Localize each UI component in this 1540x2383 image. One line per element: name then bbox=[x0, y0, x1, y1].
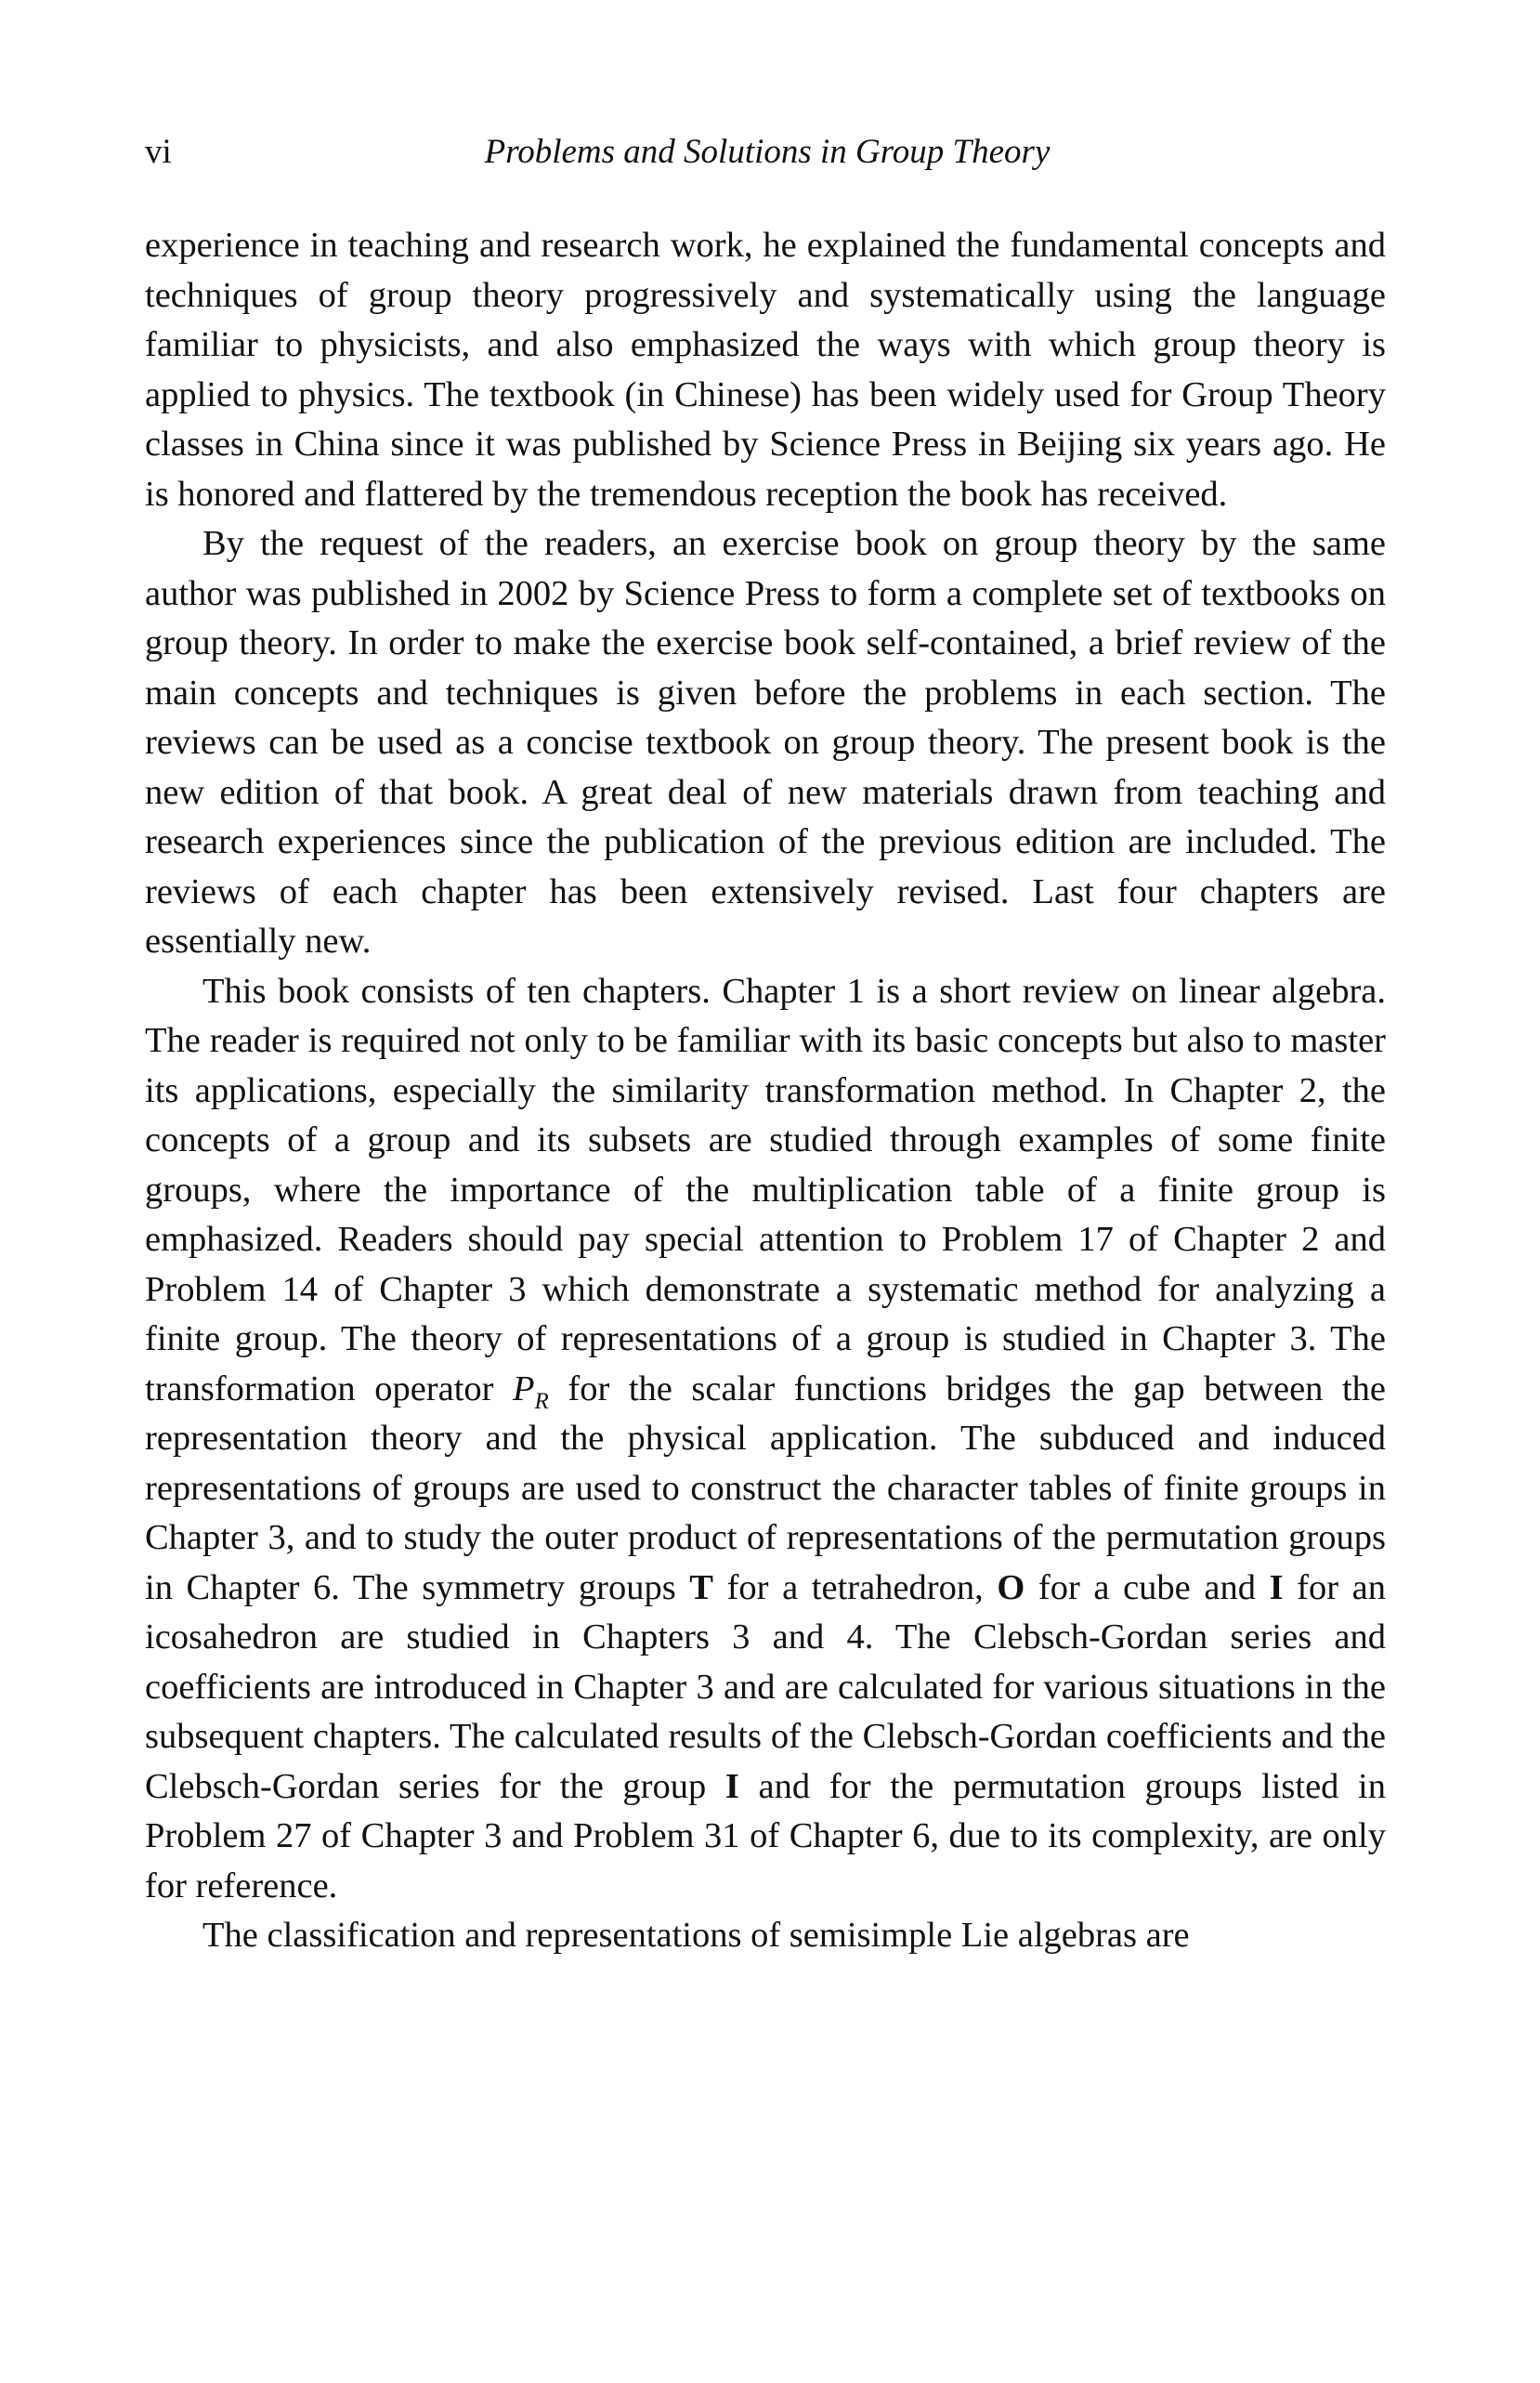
paragraph-text-segment: for an icosahedron are studied in Chapters 3 and 4. The Clebsch-Gordan series and coefficients are introduced in Chapter 3 and are calculated for various situations in the subsequent chapters. The calculated results of the Clebsch-Gordan coefficients and the Clebsch-Gordan series for the group bbox=[145, 1567, 1387, 1806]
group-symbol-i: I bbox=[724, 1766, 739, 1806]
running-title: Problems and Solutions in Group Theory bbox=[484, 133, 1051, 171]
transformation-operator-symbol: $P_R$ bbox=[513, 1368, 549, 1414]
paragraph-lie-algebras: The classification and representations of semisimple Lie algebras are bbox=[202, 1916, 1190, 1955]
paragraph-chapter-overview bbox=[145, 967, 1386, 1912]
running-head bbox=[145, 124, 1390, 180]
group-symbol-i: I bbox=[1269, 1567, 1284, 1607]
paragraph-text-segment: for a cube and bbox=[1024, 1567, 1270, 1607]
page-number: vi bbox=[145, 133, 172, 171]
body-text bbox=[145, 221, 1386, 1961]
group-symbol-t: T bbox=[689, 1567, 713, 1607]
paragraph-continued: experience in teaching and research work, he explained the fundamental concepts and techniques of group theory progressively and systematically using the language familiar to physicists, and also emphasized the ways with which group theory is applied to physics. The textbook (in Chinese) has been widely used for Group Theory classes in China since it was published by Science Press in Beijing six years ago. He is honored and flattered by the tremendous reception the book has received. bbox=[145, 226, 1386, 514]
group-symbol-o: O bbox=[997, 1567, 1025, 1607]
paragraph-text-segment: for a tetrahedron, bbox=[712, 1567, 998, 1607]
paragraph-text-segment: This book consists of ten chapters. Chapter 1 is a short review on linear algebra. The reader is required not only to be familiar with its basic concepts but also to master its applications, especially the similarity transformation method. In Chapter 2, the concepts of a group and its subsets are studied through examples of some finite groups, where the importance of the multiplication table of a finite group is emphasized. Readers should pay special attention to Problem 17 of Chapter 2 and Problem 14 of Chapter 3 which demonstrate a systematic method for analyzing a finite group. The theory of representations of a group is studied in Chapter 3. The transformation operator bbox=[145, 971, 1386, 1408]
paragraph-text-segment: for the scalar functions bridges the gap between the representation theory and the physical application. The subduced and induced representations of groups are used to construct the character tables of finite groups in Chapter 3, and to study the outer product of representations of the permutation groups in Chapter 6. The symmetry groups bbox=[145, 1368, 1386, 1607]
paragraph-exercise-book: By the request of the readers, an exercise book on group theory by the same author was published in 2002 by Science Press to form a complete set of textbooks on group theory. In order to make the exercise book self-contained, a brief review of the main concepts and techniques is given before the problems in each section. The reviews can be used as a concise textbook on group theory. The present book is the new edition of that book. A great deal of new materials drawn from teaching and research experiences since the publication of the previous edition are included. The reviews of each chapter has been extensively revised. Last four chapters are essentially new. bbox=[145, 524, 1386, 961]
paragraph-text-segment: and for the permutation groups listed in Problem 27 of Chapter 3 and Problem 31 of Chapter 6, due to its complexity, are only for reference. bbox=[145, 1766, 1386, 1905]
